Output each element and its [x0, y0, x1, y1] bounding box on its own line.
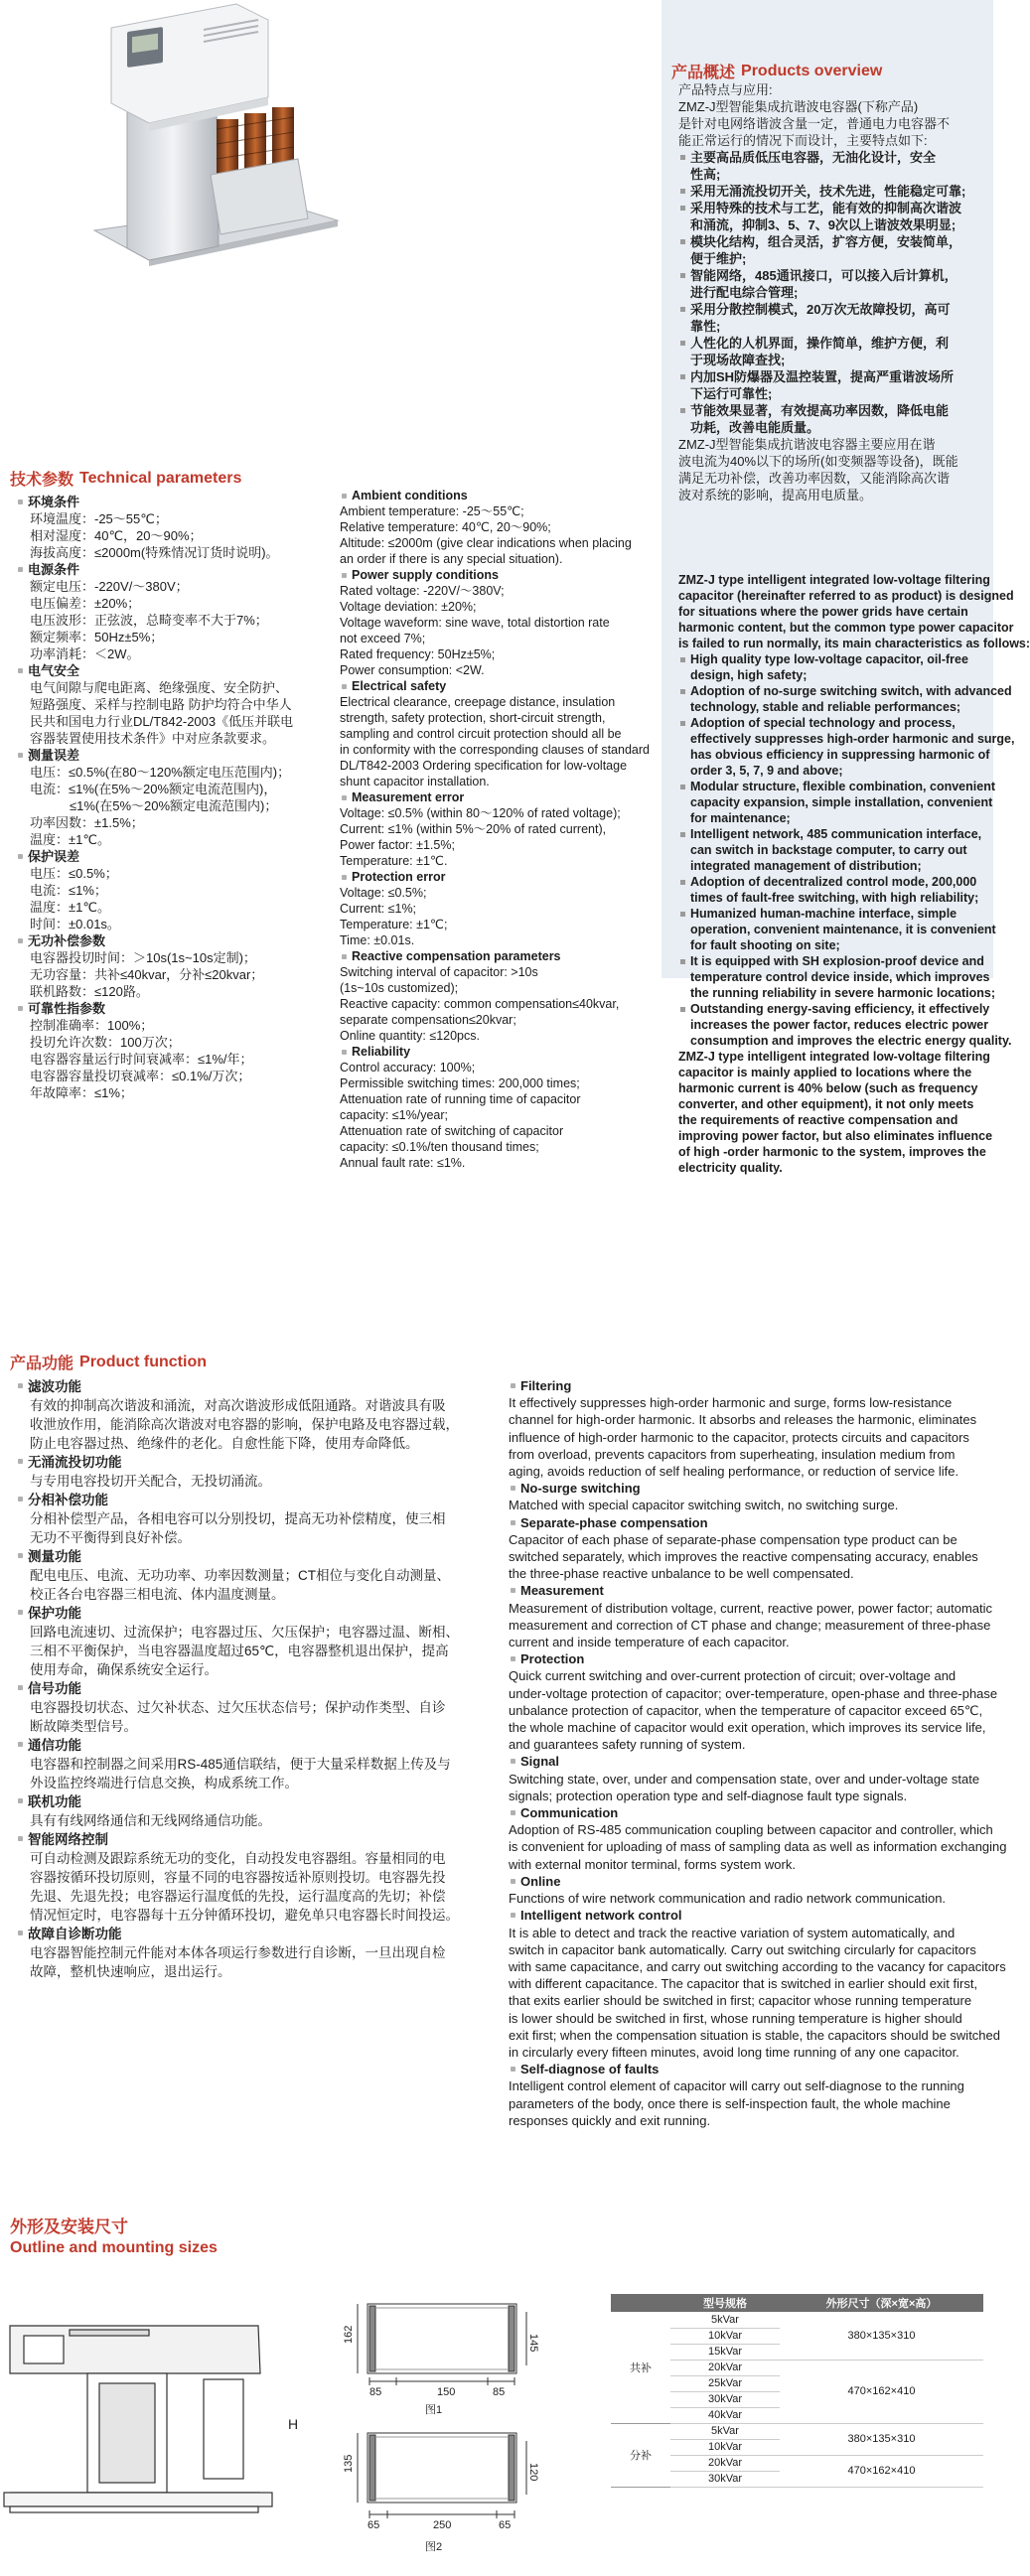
- function-en-line: with same capacitance, and carry out switching according to the vacancy for capacitors: [509, 1958, 1006, 1974]
- function-en-line: It effectively suppresses high-order harmonic and surge, forms low-resistance: [509, 1395, 953, 1411]
- tech-en-line: Temperature: ±1℃;: [340, 918, 448, 931]
- col-size: 外形尺寸（深×宽×高）: [780, 2294, 983, 2312]
- tech-en-line: Temperature: ±1℃.: [340, 854, 448, 868]
- overview-cn-line: ZMZ-J型智能集成抗谐波电容器主要应用在谐: [678, 437, 936, 452]
- function-en-line: Functions of wire network communication and radio network communication.: [509, 1891, 947, 1907]
- function-cn-line: 先退、先退先投；电容器运行温度低的先投，运行温度高的先切；补偿: [30, 1889, 446, 1904]
- tech-en-line: Current: ≤1%;: [340, 902, 417, 916]
- function-en-line: influence of high-order harmonic to the capacitor, protects circuits and capacitors: [509, 1429, 969, 1445]
- outline-title-cn: 外形及安装尺寸: [10, 2218, 128, 2236]
- function-cn-line: 三相不平衡保护，当电容器温度超过65℃，电容器整机退出保护，提高: [30, 1644, 449, 1658]
- function-en-line: exit first; when the compensation situation is stable, the capacitors should be switched: [509, 2027, 1000, 2043]
- function-cn-line: 校正各台电容器三相电流、体内温度测量。: [30, 1587, 285, 1602]
- overview-en-line: operation, convenient maintenance, it is convenient: [690, 923, 996, 936]
- tech-cn-line: 环境条件: [16, 494, 334, 510]
- tech-cn-line: 电压：≤0.5%；: [30, 866, 118, 881]
- overview-cn-line: 是针对电网络谐波含量一定，普通电力电容器不: [678, 116, 951, 131]
- function-en-line: Communication: [509, 1804, 993, 1821]
- tech-en-line: Time: ±0.01s.: [340, 933, 415, 947]
- tech-en-line: shunt capacitor installation.: [340, 775, 490, 788]
- spec-size: 380×135×310: [780, 2423, 983, 2455]
- overview-cn-line: 和涌流，抑制3、5、7、9次以上谐波效果明显;: [690, 217, 956, 232]
- overview-en-line: effectively suppresses high-order harmonic and surge,: [690, 732, 1015, 746]
- overview-cn-line: 采用分散控制模式，20万次无故障投切，高可: [678, 301, 988, 318]
- function-cn-line: 信号功能: [16, 1679, 513, 1698]
- function-cn-line: 电容器和控制器之间采用RS-485通信联结，便于大量采样数据上传及与: [30, 1757, 451, 1772]
- function-en-line: the whole machine of capacitor would exit operation, which improves its service life,: [509, 1720, 986, 1736]
- function-cn-line: 防止电容器过热、绝缘件的老化。自愈性能下降，使用寿命降低。: [30, 1436, 419, 1451]
- function-cn-line: 分相补偿功能: [16, 1491, 513, 1509]
- spec-model: 20kVar: [670, 2455, 780, 2471]
- function-cn-line: 电容器投切状态、过欠补状态、过欠压状态信号；保护动作类型、自诊: [30, 1700, 446, 1715]
- tech-title-en: Technical parameters: [79, 469, 242, 487]
- spec-model: 30kVar: [670, 2471, 780, 2487]
- function-en-line: with different capacitance. The capacitor that is switched in earlier should exit first,: [509, 1976, 978, 1992]
- tech-en-line: in conformity with the corresponding clauses of standard: [340, 743, 650, 757]
- overview-en-line: improving power factor, but also eliminates influence: [678, 1129, 993, 1143]
- tech-en-line: Permissible switching times: 200,000 times;: [340, 1076, 580, 1090]
- tech-en-line: Control accuracy: 100%;: [340, 1061, 476, 1074]
- tech-cn-line: 测量误差: [16, 747, 334, 764]
- overview-cn-line: 人性化的人机界面，操作简单，维护方便，利: [678, 335, 988, 352]
- tech-cn-line: 温度：±1℃。: [30, 832, 110, 847]
- fig2-plan: [358, 2433, 526, 2518]
- dim-85b: 85: [493, 2386, 506, 2398]
- function-cn-line: 可自动检测及跟踪系统无功的变化，自动投发电容器组。容量相同的电: [30, 1851, 446, 1866]
- overview-cn-line: 主要高品质低压电容器，无油化设计，安全: [678, 149, 988, 166]
- dim-120: 120: [527, 2463, 539, 2482]
- overview-cn-line: 能正常运行的情况下而设计，主要特点如下:: [678, 133, 928, 148]
- tech-en-line: Annual fault rate: ≤1%.: [340, 1156, 466, 1170]
- overview-en-line: can switch in backstage computer, to carry out: [690, 843, 967, 857]
- function-cn-line: 电容器智能控制元件能对本体各项运行参数进行自诊断，一旦出现自检: [30, 1945, 446, 1960]
- tech-cn-line: 年故障率：≤1%；: [30, 1085, 133, 1100]
- tech-cn-line: 电容器投切时间：＞10s(1s~10s定制)；: [30, 950, 256, 965]
- function-en-line: under-voltage protection of capacitor; over-temperature, open-phase and three-phase: [509, 1685, 998, 1701]
- overview-cn-line: 性高;: [690, 167, 721, 182]
- tech-en-line: Reactive compensation parameters: [340, 948, 658, 964]
- function-en-list: [509, 1377, 1007, 2129]
- overview-cn-line: 采用特殊的技术与工艺，能有效的抑制高次谐波: [678, 200, 988, 216]
- col-spec: 型号规格: [670, 2294, 780, 2312]
- overview-cn-line: 便于维护;: [690, 251, 747, 266]
- tech-cn-line: 电源条件: [16, 561, 334, 578]
- dim-162: 162: [343, 2325, 355, 2344]
- tech-en-line: Ambient conditions: [340, 488, 658, 503]
- spec-model: 10kVar: [670, 2328, 780, 2344]
- function-en-line: Capacitor of each phase of separate-phase compensation type product can be: [509, 1531, 957, 1547]
- tech-en-line: Voltage deviation: ±20%;: [340, 600, 477, 614]
- overview-en-line: converter, and other equipment), it not only meets: [678, 1097, 974, 1111]
- tech-cn-line: 电流：≤1%(在5%～20%额定电流范围内)，: [30, 782, 277, 796]
- function-cn-line: 情况恒定时，电容器每十五分钟循环投切，避免单只电容器长时间投运。: [30, 1908, 459, 1923]
- spec-model: 5kVar: [670, 2312, 780, 2328]
- tech-en-line: Attenuation rate of running time of capacitor: [340, 1092, 581, 1106]
- overview-cn-line: 靠性;: [690, 319, 721, 334]
- overview-en-line: is failed to run normally, its main characteristics as follows:: [678, 637, 1030, 650]
- spec-group-name: 共补: [611, 2312, 670, 2423]
- tech-cn-line: 容器装置使用技术条件》中对应条款要求。: [30, 731, 276, 746]
- function-cn-list: [16, 1377, 513, 1981]
- dim-h: H: [288, 2416, 299, 2432]
- function-en-line: that exits earlier should be switched in first; capacitor whose running temperature: [509, 1993, 972, 2009]
- tech-en-line: Voltage: ≤0.5% (within 80～120% of rated voltage);: [340, 806, 621, 820]
- function-cn-line: 无涌流投切功能: [16, 1453, 513, 1472]
- function-cn-line: 断故障类型信号。: [30, 1719, 137, 1734]
- overview-en-line: Adoption of special technology and process,: [678, 715, 988, 731]
- function-en-line: Signal: [509, 1753, 993, 1770]
- function-title-en: Product function: [79, 1353, 207, 1370]
- dim-65a: 65: [368, 2519, 380, 2531]
- function-en-line: Measurement of distribution voltage, current, reactive power, power factor; automatic: [509, 1600, 993, 1616]
- overview-en-line: capacitor is mainly applied to locations where the: [678, 1066, 972, 1079]
- overview-en-line: capacitor (hereinafter referred to as product) is designed: [678, 589, 1014, 603]
- function-en-line: Switching state, over, under and compensation state, over and under-voltage state: [509, 1771, 980, 1787]
- overview-en-line: times of fault-free switching, with high reliability;: [690, 891, 979, 905]
- function-en-line: responses quickly and exit running.: [509, 2112, 711, 2128]
- function-title: [10, 1351, 207, 1373]
- overview-cn-line: 于现场故障查找;: [690, 353, 786, 367]
- function-cn-line: 使用寿命，确保系统安全运行。: [30, 1662, 218, 1677]
- overview-en-line: for fault shooting on site;: [690, 938, 840, 952]
- tech-cn-line: 控制准确率：100%；: [30, 1018, 154, 1033]
- function-cn-line: 与专用电容投切开关配合，无投切涌流。: [30, 1474, 271, 1489]
- outline-title-en: Outline and mounting sizes: [10, 2239, 218, 2256]
- function-en-line: Measurement: [509, 1582, 993, 1599]
- function-cn-line: 滤波功能: [16, 1377, 513, 1396]
- tech-en-line: Reactive capacity: common compensation≤40kvar,: [340, 997, 620, 1011]
- function-en-line: switch in capacitor bank automatically. Carry out switching circularly for capacitors: [509, 1941, 976, 1957]
- function-en-line: is convenient for uploading of mass of sampling data as well as information exchanging: [509, 1839, 1007, 1855]
- function-en-line: Adoption of RS-485 communication coupling between capacitor and controller, which: [509, 1822, 993, 1838]
- overview-cn-line: ZMZ-J型智能集成抗谐波电容器(下称产品): [678, 99, 919, 114]
- overview-cn-line: 波对系统的影响，提高用电质量。: [678, 488, 873, 502]
- tech-en-line: Ambient temperature: -25～55℃;: [340, 504, 524, 518]
- function-en-line: and guarantees safety running of system.: [509, 1737, 746, 1753]
- overview-en-line: the requirements of reactive compensation and: [678, 1113, 958, 1127]
- function-cn-line: 分相补偿型产品，各相电容可以分别投切，提高无功补偿精度，使三相: [30, 1511, 446, 1526]
- function-en-line: is lower should be switched in first, whose running temperature is higher should: [509, 2010, 962, 2026]
- overview-en-line: ZMZ-J type intelligent integrated low-voltage filtering: [678, 573, 990, 587]
- tech-en-line: Power factor: ±1.5%;: [340, 838, 455, 852]
- function-en-line: Quick current switching and over-current protection of circuit; over-voltage and: [509, 1668, 956, 1684]
- function-cn-line: 回路电流速切、过流保护；电容器过压、欠压保护；电容器过温、断相、: [30, 1625, 459, 1640]
- tech-title: [10, 467, 241, 490]
- function-cn-line: 通信功能: [16, 1736, 513, 1755]
- overview-en-line: Intelligent network, 485 communication interface,: [678, 826, 988, 842]
- tech-cn-line: 投切允许次数：100万次；: [30, 1035, 181, 1050]
- spec-size: 470×162×410: [780, 2455, 983, 2487]
- tech-cn-line: 电流：≤1%；: [30, 883, 107, 898]
- tech-en-line: Reliability: [340, 1044, 658, 1060]
- tech-en-line: Rated frequency: 50Hz±5%;: [340, 647, 496, 661]
- tech-en-list: [340, 488, 658, 1171]
- function-cn-line: 外设监控终端进行信息交换，构成系统工作。: [30, 1776, 298, 1790]
- tech-cn-line: 短路强度、采样与控制电路 防护均符合中华人: [30, 697, 292, 712]
- tech-en-line: Switching interval of capacitor: >10s: [340, 965, 538, 979]
- dim-85a: 85: [369, 2386, 382, 2398]
- tech-en-line: Power consumption: <2W.: [340, 663, 485, 677]
- overview-en-line: Adoption of decentralized control mode, 200,000: [678, 874, 988, 890]
- tech-cn-line: 电压波形：正弦波，总畸变率不大于7%；: [30, 613, 268, 628]
- function-en-line: Filtering: [509, 1377, 993, 1394]
- function-en-line: It is able to detect and track the reactive variation of system automatically, and: [509, 1925, 956, 1940]
- dim-150: 150: [437, 2386, 456, 2398]
- overview-en-line: It is equipped with SH explosion-proof device and: [678, 953, 988, 969]
- function-en-line: switched separately, which improves the reactive compensating accuracy, enables: [509, 1549, 978, 1565]
- overview-en-line: the running reliability in severe harmonic locations;: [690, 986, 996, 1000]
- function-cn-line: 容器按循环投切原则，容量不同的电容器按适补原则投切。电容器先投: [30, 1870, 446, 1885]
- function-cn-line: 配电电压、电流、无功功率、功率因数测量；CT相位与变化自动测量、: [30, 1568, 450, 1583]
- function-en-line: No-surge switching: [509, 1480, 993, 1497]
- overview-en-line: for maintenance;: [690, 811, 791, 825]
- function-en-line: in circularly every fifteen minutes, avoid long time running of any one capacitor.: [509, 2044, 959, 2060]
- tech-cn-line: 电压偏差：±20%；: [30, 596, 141, 611]
- tech-cn-line: 温度：±1℃。: [30, 900, 110, 915]
- overview-en-line: capacity expansion, simple installation, convenient: [690, 795, 993, 809]
- overview-title-cn: 产品概述: [671, 65, 736, 81]
- function-cn-line: 收泄放作用，能消除高次谐波对电容器的影响，保护电路及电容器过载，: [30, 1417, 459, 1432]
- overview-cn-line: 功耗，改善电能质量。: [690, 420, 820, 435]
- tech-cn-line: 电气间隙与爬电距离、绝缘强度、安全防护、: [30, 680, 289, 695]
- tech-en-line: Voltage waveform: sine wave, total distortion rate: [340, 616, 610, 630]
- fig2-label: 图2: [425, 2541, 443, 2553]
- overview-en-line: consumption and improves the electric energy quality.: [690, 1034, 1012, 1048]
- tech-cn-line: 无功补偿参数: [16, 932, 334, 949]
- overview-cn-line: 节能效果显著，有效提高功率因数，降低电能: [678, 402, 988, 419]
- function-en-line: channel for high-order harmonic. It absorbs and releases the harmonic, eliminates: [509, 1412, 977, 1428]
- tech-cn-line: 电容器容量投切衰减率：≤0.1%/万次；: [30, 1069, 251, 1083]
- tech-en-line: (1s~10s customized);: [340, 981, 459, 995]
- tech-en-line: Current: ≤1% (within 5%～20% of rated current),: [340, 822, 607, 836]
- function-en-line: current and inside temperature of each capacitor.: [509, 1635, 790, 1650]
- function-en-line: the three-phase reactive unbalance to be well compensated.: [509, 1566, 854, 1582]
- spec-row: [611, 2423, 983, 2439]
- tech-cn-line: 民共和国电力行业DL/T842-2003《低压并联电: [30, 714, 294, 729]
- tech-en-line: Attenuation rate of switching of capacitor: [340, 1124, 564, 1138]
- overview-en-line: for situations where the power grids have certain: [678, 605, 968, 619]
- overview-cn-line: 进行配电综合管理;: [690, 285, 799, 300]
- function-en-line: Separate-phase compensation: [509, 1514, 993, 1531]
- overview-en-line: increases the power factor, reduces electric power: [690, 1018, 989, 1032]
- overview-en-line: of high -order harmonic to the system, improves the: [678, 1145, 986, 1159]
- spec-model: 15kVar: [670, 2344, 780, 2360]
- tech-cn-line: ≤1%(在5%～20%额定电流范围内)；: [70, 798, 278, 813]
- spec-table: [611, 2294, 983, 2488]
- fig1-label: 图1: [425, 2404, 443, 2416]
- function-en-line: aging, avoids reduction of self healing performance, or reduction of service life.: [509, 1464, 959, 1480]
- function-en-line: Intelligent network control: [509, 1907, 993, 1924]
- function-cn-line: 测量功能: [16, 1547, 513, 1566]
- tech-cn-list: [16, 494, 334, 1101]
- overview-en-line: temperature control device inside, which improves: [690, 970, 990, 984]
- overview-en-line: ZMZ-J type intelligent integrated low-voltage filtering: [678, 1050, 990, 1064]
- spec-model: 5kVar: [670, 2423, 780, 2439]
- function-en-line: Online: [509, 1873, 993, 1890]
- overview-en-line: Adoption of no-surge switching switch, with advanced: [678, 683, 988, 699]
- tech-en-line: Protection error: [340, 869, 658, 885]
- overview-cn-line: 内加SH防爆器及温控装置，提高严重谐波场所: [678, 368, 988, 385]
- function-cn-line: 故障自诊断功能: [16, 1925, 513, 1943]
- overview-cn-line: 下运行可靠性;: [690, 386, 773, 401]
- overview-cn-text: [678, 81, 988, 503]
- spec-table-wrap: [611, 2294, 983, 2488]
- function-en-line: with external monitor terminal, forms system work.: [509, 1856, 796, 1872]
- tech-en-line: sampling and control circuit protection should all be: [340, 727, 622, 741]
- spec-row: [611, 2312, 983, 2328]
- overview-cn-line: 满足无功补偿，改善功率因数，又能消除高次谐: [678, 471, 951, 486]
- function-title-cn: 产品功能: [10, 1356, 74, 1372]
- tech-cn-line: 可靠性指参数: [16, 1000, 334, 1017]
- overview-en-text: [678, 572, 1030, 1176]
- function-en-line: Intelligent control element of capacitor will carry out self-diagnose to the running: [509, 2078, 964, 2094]
- tech-en-line: Altitude: ≤2000m (give clear indications when placing: [340, 536, 632, 550]
- tech-cn-line: 电压：≤0.5%(在80～120%额定电压范围内)；: [30, 765, 291, 780]
- overview-cn-line: 产品特点与应用:: [678, 82, 773, 97]
- function-cn-line: 故障，整机快速响应，退出运行。: [30, 1964, 231, 1979]
- tech-en-line: Measurement error: [340, 789, 658, 805]
- tech-en-line: not exceed 7%;: [340, 632, 426, 645]
- function-en-line: from overload, prevents capacitors from superheating, insulation medium from: [509, 1446, 956, 1462]
- tech-en-line: DL/T842-2003 Ordering specification for low-voltage: [340, 759, 628, 773]
- tech-cn-line: 环境温度：-25～55℃；: [30, 511, 168, 526]
- function-en-line: Protection: [509, 1650, 993, 1667]
- spec-table-header: [611, 2294, 983, 2312]
- overview-en-line: harmonic current is 40% below (such as frequency: [678, 1081, 978, 1095]
- outline-title: [10, 2213, 218, 2257]
- tech-en-line: Electrical clearance, creepage distance, insulation: [340, 695, 616, 709]
- spec-model: 30kVar: [670, 2391, 780, 2407]
- overview-en-line: electricity quality.: [678, 1161, 783, 1175]
- overview-title-en: Products overview: [741, 62, 883, 79]
- outline-drawing: [0, 2284, 556, 2571]
- overview-en-line: Outstanding energy-saving efficiency, it effectively: [678, 1001, 988, 1017]
- tech-cn-line: 功率消耗：＜2W。: [30, 646, 140, 661]
- function-cn-line: 具有有线网络通信和无线网络通信功能。: [30, 1813, 271, 1828]
- function-en-line: signals; protection operation type and self-diagnose fault type signals.: [509, 1788, 908, 1803]
- overview-en-line: technology, stable and reliable performances;: [690, 700, 961, 714]
- overview-cn-line: 模块化结构，组合灵活，扩容方便，安装简单，: [678, 233, 988, 250]
- overview-en-line: integrated management of distribution;: [690, 859, 922, 873]
- tech-en-line: Rated voltage: -220V/～380V;: [340, 584, 505, 598]
- side-elevation: [4, 2326, 272, 2512]
- tech-cn-line: 相对湿度：40℃，20～90%；: [30, 528, 203, 543]
- function-en-line: unbalance protection of capacitor, when the temperature of capacitor exceed 65℃,: [509, 1702, 983, 1718]
- overview-cn-line: 智能网络，485通讯接口，可以接入后计算机，: [678, 267, 988, 284]
- dim-145: 145: [527, 2334, 539, 2353]
- function-cn-line: 无功不平衡得到良好补偿。: [30, 1530, 191, 1545]
- fig1-plan: [358, 2304, 526, 2385]
- tech-en-line: capacity: ≤0.1%/ten thousand times;: [340, 1140, 539, 1154]
- tech-en-line: Voltage: ≤0.5%;: [340, 886, 427, 900]
- spec-model: 25kVar: [670, 2375, 780, 2391]
- function-en-line: measurement and correction of CT phase and change; measurement of three-phase: [509, 1617, 991, 1633]
- spec-model: 10kVar: [670, 2439, 780, 2455]
- product-photo: [0, 0, 348, 288]
- tech-en-line: capacity: ≤1%/year;: [340, 1108, 448, 1122]
- overview-en-line: has obvious efficiency in suppressing harmonic of: [690, 748, 990, 762]
- spec-group-name: 分补: [611, 2423, 670, 2487]
- function-en-line: parameters of the body, once there is self-inspection fault, the whole machine: [509, 2095, 951, 2111]
- tech-title-cn: 技术参数: [10, 472, 74, 489]
- function-cn-line: 智能网络控制: [16, 1830, 513, 1849]
- function-cn-line: 保护功能: [16, 1604, 513, 1623]
- tech-cn-line: 保护误差: [16, 848, 334, 865]
- function-en-line: Self-diagnose of faults: [509, 2061, 993, 2077]
- spec-size: 470×162×410: [780, 2360, 983, 2423]
- tech-cn-line: 电气安全: [16, 662, 334, 679]
- overview-en-line: design, high safety;: [690, 668, 808, 682]
- spec-model: 40kVar: [670, 2407, 780, 2423]
- tech-en-line: an order if there is any special situation).: [340, 552, 563, 566]
- tech-cn-line: 联机路数：≤120路。: [30, 984, 149, 999]
- overview-cn-line: 波电流为40%以下的场所(如变频器等设备)，既能: [678, 454, 958, 469]
- tech-en-line: strength, safety protection, short-circuit strength,: [340, 711, 606, 725]
- overview-en-line: Humanized human-machine interface, simple: [678, 906, 988, 922]
- tech-cn-line: 额定电压：-220V/～380V；: [30, 579, 189, 594]
- tech-en-line: separate compensation≤20kvar;: [340, 1013, 516, 1027]
- overview-title: [671, 60, 882, 82]
- tech-cn-line: 海拔高度：≤2000m(特殊情况订货时说明)。: [30, 545, 279, 560]
- tech-en-line: Relative temperature: 40℃, 20～90%;: [340, 520, 551, 534]
- dim-135: 135: [343, 2454, 355, 2473]
- tech-en-line: Electrical safety: [340, 678, 658, 694]
- tech-en-line: Online quantity: ≤120pcs.: [340, 1029, 480, 1043]
- spec-size: 380×135×310: [780, 2312, 983, 2360]
- overview-en-line: harmonic content, but the common type power capacitor: [678, 621, 1014, 635]
- overview-en-line: High quality type low-voltage capacitor, oil-free: [678, 651, 988, 667]
- function-cn-line: 联机功能: [16, 1792, 513, 1811]
- tech-en-line: Power supply conditions: [340, 567, 658, 583]
- tech-cn-line: 时间：±0.01s。: [30, 917, 120, 931]
- function-cn-line: 有效的抑制高次谐波和涌流，对高次谐波形成低阻通路。对谐波具有吸: [30, 1398, 446, 1413]
- tech-cn-line: 功率因数：±1.5%；: [30, 815, 144, 830]
- dim-250: 250: [433, 2519, 452, 2531]
- spec-model: 20kVar: [670, 2360, 780, 2375]
- overview-cn-line: 采用无涌流投切开关，技术先进，性能稳定可靠;: [678, 183, 988, 200]
- dim-65b: 65: [499, 2519, 512, 2531]
- tech-cn-line: 无功容量：共补≤40kvar，分补≤20kvar；: [30, 967, 264, 982]
- tech-cn-line: 额定频率：50Hz±5%；: [30, 630, 164, 644]
- overview-en-line: Modular structure, flexible combination, convenient: [678, 779, 988, 794]
- function-en-line: Matched with special capacitor switching switch, no switching surge.: [509, 1498, 899, 1513]
- overview-en-line: order 3, 5, 7, 9 and above;: [690, 764, 843, 778]
- tech-cn-line: 电容器容量运行时间衰减率：≤1%/年；: [30, 1052, 253, 1067]
